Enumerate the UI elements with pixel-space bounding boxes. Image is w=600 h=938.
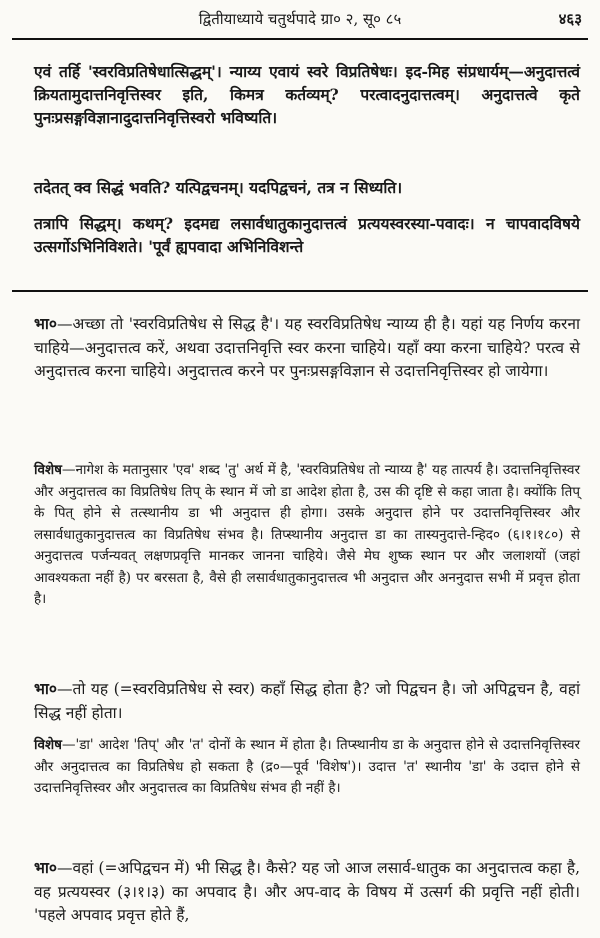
- paragraph-text: —वहां (=अपिद्वचन में) भी सिद्ध है। कैसे? यह जो आज लसार्व-धातुक का अनुदात्तत्व कहा है, वह प्रत्ययस्वर (३।१।३) का अपवाद है। और अप-वाद के विषय में उत्सर्ग की प्रवृत्ति नहीं होती। 'पहले अपवाद प्रवृत्त होते हैं,: [34, 859, 580, 924]
- sanskrit-text-block: [34, 212, 580, 258]
- vishesh-paragraph: [34, 735, 580, 800]
- bhashya-paragraph: [34, 312, 580, 384]
- bhashya-paragraph: [34, 677, 580, 725]
- sanskrit-paragraph: तत्रापि सिद्धम्। कथम्? इदमद्य लसार्वधातुकानुदात्तत्वं प्रत्ययस्वरस्या-पवादः। न चापवादविषये उत्सर्गोऽभिनिविशते। 'पूर्वं ह्यपवादा अभिनिविशन्ते: [34, 214, 580, 256]
- header-title: द्वितीयाध्याये चतुर्थपादे ग्रा० २, सू० ८५: [198, 10, 402, 28]
- paragraph-label: भा०: [34, 858, 57, 877]
- paragraph-label: भा०: [34, 314, 57, 333]
- bhashya-paragraph: [34, 856, 580, 928]
- vishesh-paragraph: [34, 460, 580, 611]
- page-number: ४६३: [558, 10, 582, 28]
- sanskrit-text-block: [34, 60, 580, 129]
- sanskrit-text-block: [34, 176, 580, 199]
- section-divider: [12, 290, 588, 292]
- paragraph-text: —तो यह (=स्वरविप्रतिषेध से स्वर) कहाँ सिद्ध होता है? जो पिद्वचन है। जो अपिद्वचन है, वहां सिद्ध नहीं होता।: [34, 680, 580, 722]
- running-header: [18, 6, 582, 32]
- paragraph-text: —अच्छा तो 'स्वरविप्रतिषेध से सिद्ध है'। यह स्वरविप्रतिषेध न्याय्य ही है। यहां यह निर्णय करना चाहिये—अनुदात्तत्व करें, अथवा उदात्तनिवृत्ति स्वर करना चाहिये। यहाँ क्या करना चाहिये? परत्व से अनुदात्तत्व करना चाहिये। अनुदात्तत्व करने पर पुनःप्रसङ्गविज्ञान से उदात्तनिवृत्तिस्वर हो जायेगा।: [34, 315, 580, 380]
- paragraph-text: —नागेश के मतानुसार 'एव' शब्द 'तु' अर्थ में है, 'स्वरविप्रतिषेध तो न्याय्य है' यह तात्पर्य है। उदात्तनिवृत्तिस्वर और अनुदात्तत्व का विप्रतिषेध तिप् के स्थान में जो डा आदेश होता है, उस की दृष्टि से कहा जाता है। क्योंकि तिप् के पित् होने से तत्स्थानीय डा भी अनुदात्त ही होगा। उसके अनुदात्त होने पर उदात्तनिवृत्तिस्वर और लसार्वधातुकानुदात्तत्व का विप्रतिषेध संभव है। तिप्स्थानीय अनुदात्त डा का तास्यनुदात्ते-न्हिद० (६।१।१८०) से अनुदात्तत्व पर्जन्यवत् लक्षणप्रवृत्ति मानकर जानना चाहिये। जैसे मेघ शुष्क स्थान पर और जलाशयों (जहां आवश्यकता नहीं है) पर बरसता है, वैसे ही लसार्वधातुकानुदात्तत्व भी अनुदात्त और अननुदात्त सभी में प्रवृत्त होता है।: [34, 462, 580, 607]
- paragraph-text: —'डा' आदेश 'तिप्' और 'त' दोनों के स्थान में होता है। तिप्स्थानीय डा के अनुदात्त होने से उदात्तनिवृत्तिस्वर और अनुदात्तत्व का विप्रतिषेध हो सकता है (द्र०—पूर्व 'विशेष')। उदात्त 'त' स्थानीय 'डा' के उदात्त होने से उदात्तनिवृत्तिस्वर और अनुदात्तत्व का विप्रतिषेध संभव ही नहीं है।: [34, 737, 580, 796]
- paragraph-label: भा०: [34, 679, 57, 698]
- header-rule: [12, 38, 588, 40]
- sanskrit-paragraph: एवं तर्हि 'स्वरविप्रतिषेधात्सिद्धम्'। न्याय्य एवायं स्वरे विप्रतिषेधः। इद-मिह संप्रधार्यम्—अनुदात्तत्वं क्रियतामुदात्तनिवृत्तिस्वर इति, किमत्र कर्तव्यम्? परत्वादनुदात्तत्वम्। अनुदात्तत्वे कृते पुनःप्रसङ्गविज्ञानादुदात्तनिवृत्तिस्वरो भविष्यति।: [34, 62, 580, 127]
- sanskrit-paragraph: तदेतत् क्व सिद्धं भवति? यत्पिद्वचनम्। यदपिद्वचनं, तत्र न सिध्यति।: [34, 178, 403, 197]
- paragraph-label: विशेष: [34, 462, 62, 478]
- paragraph-label: विशेष: [34, 737, 62, 753]
